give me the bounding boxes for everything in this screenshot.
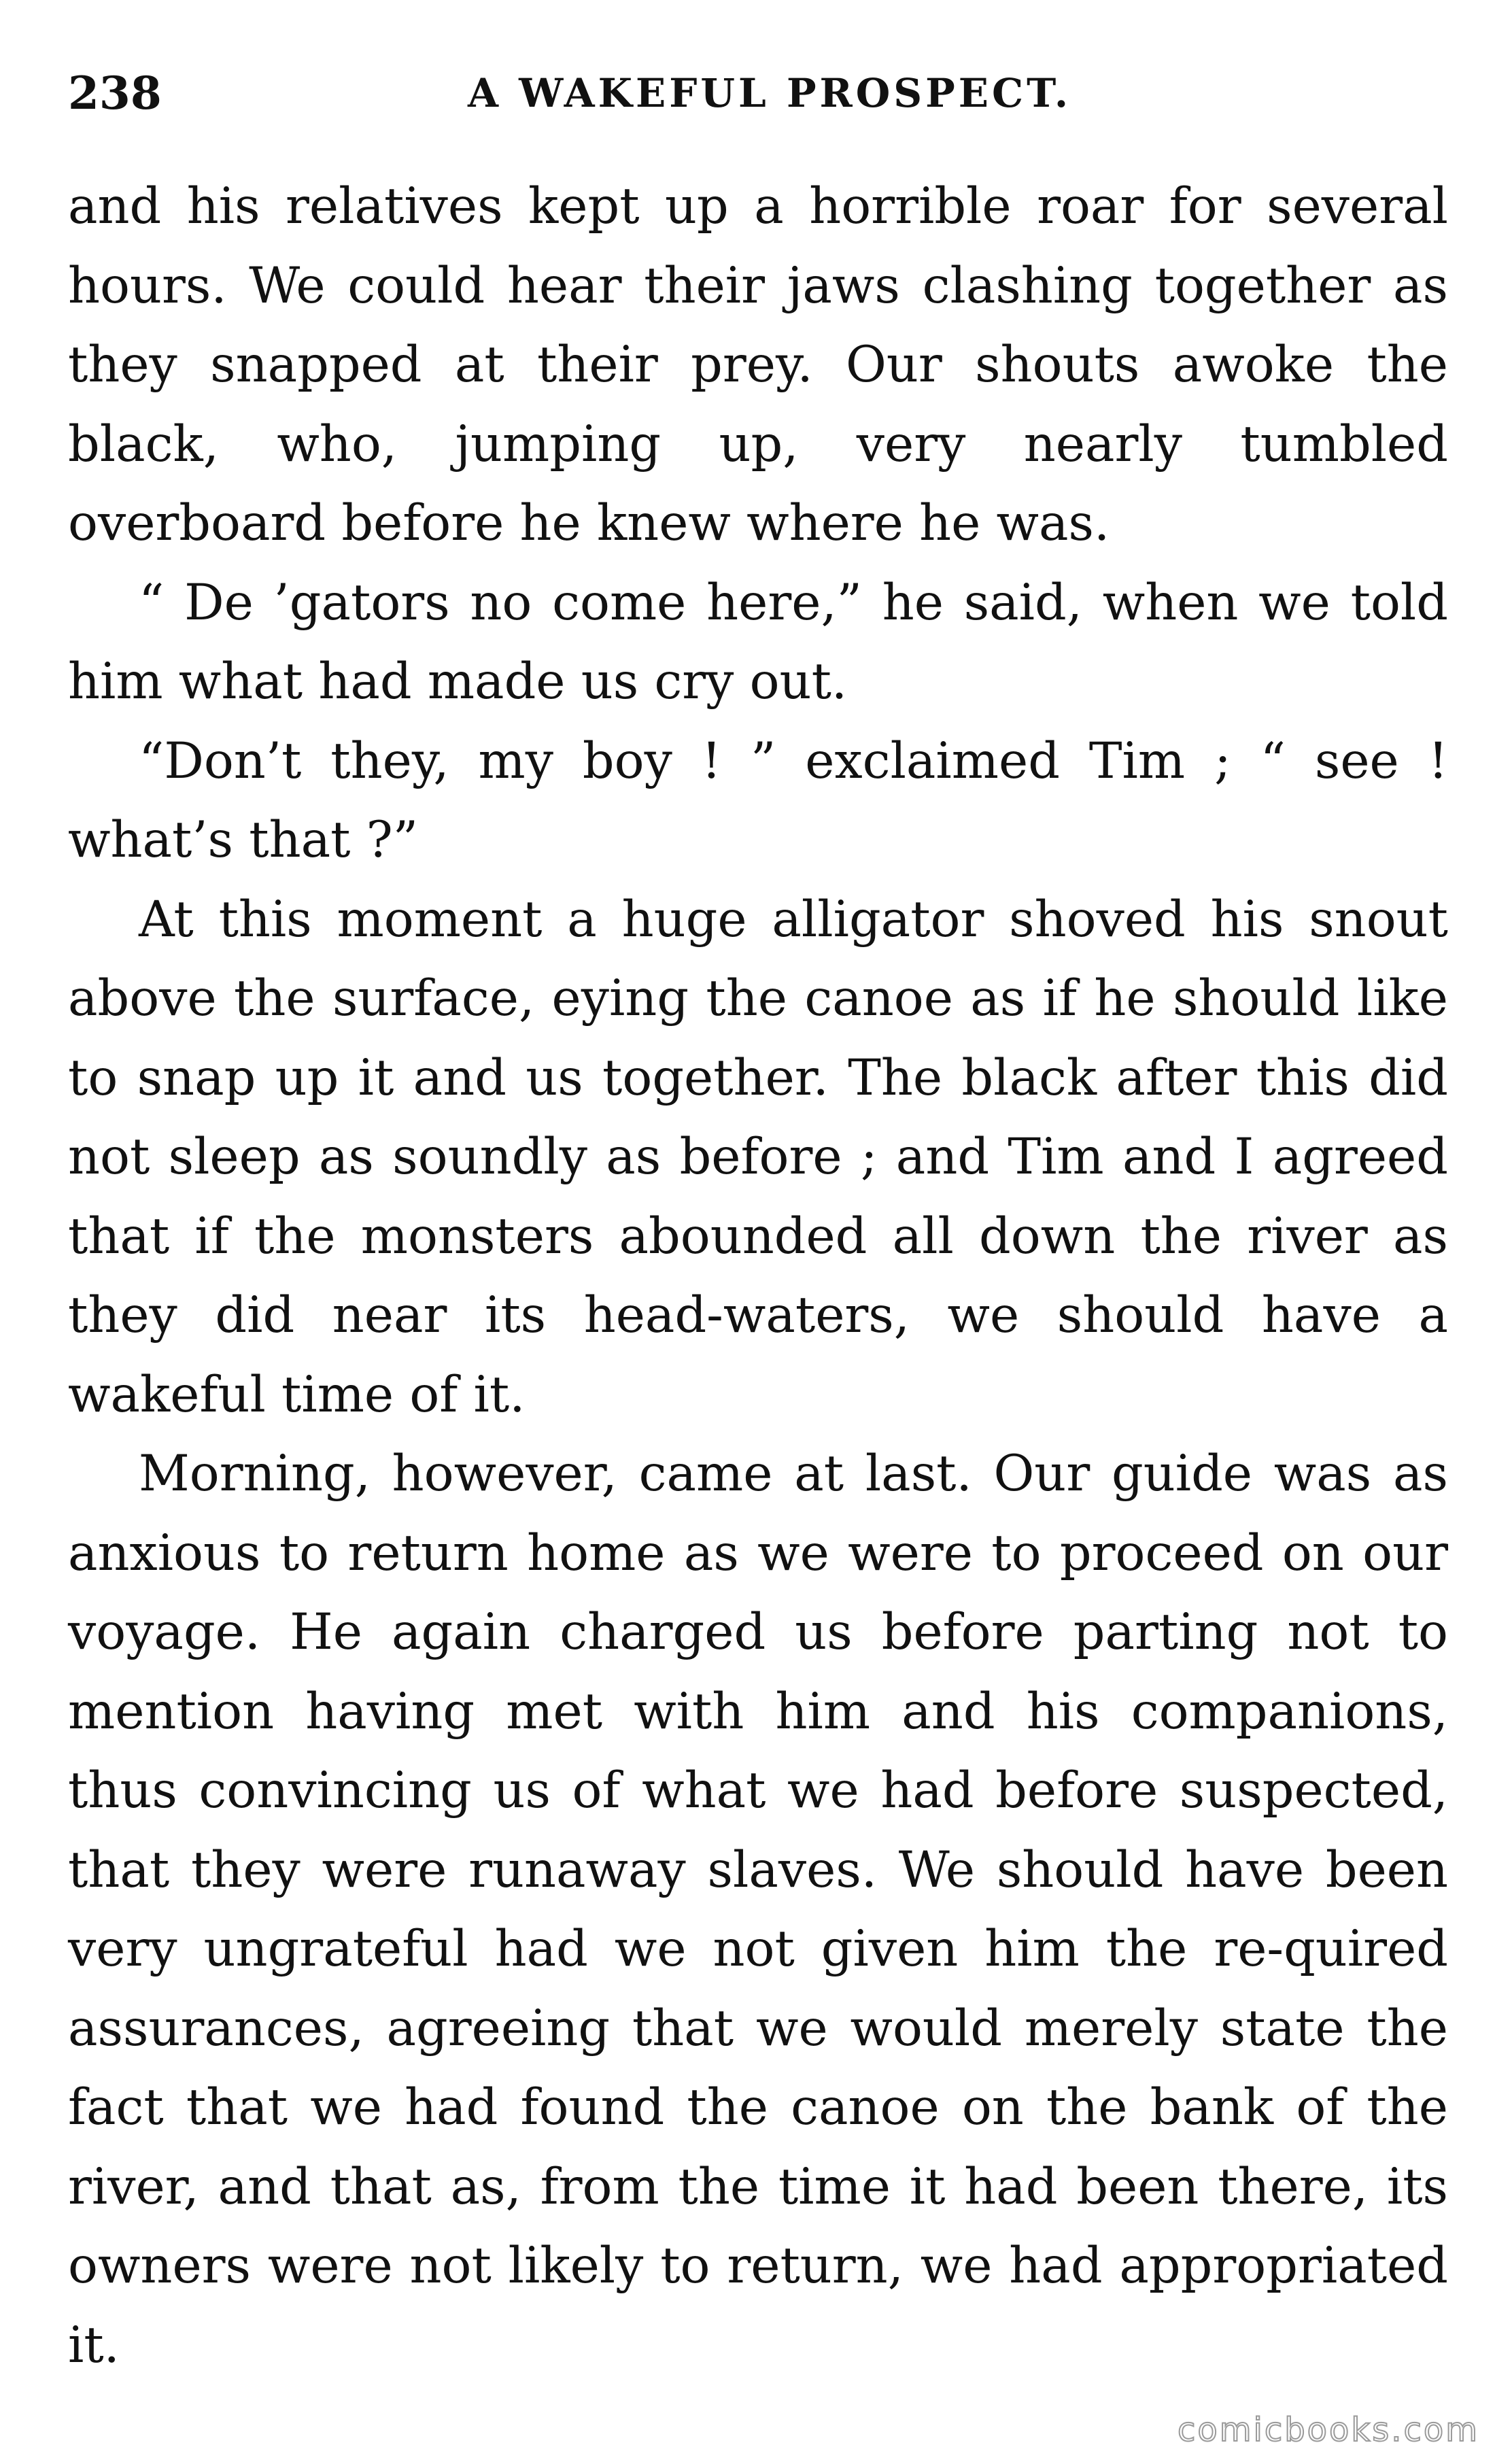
page-number: 238	[68, 67, 162, 120]
paragraph: “ De ’gators no come here,” he said, when we told him what had made us cry out.	[68, 573, 1448, 711]
paragraph: “Don’t they, my boy ! ” exclaimed Tim ; “ see ! what’s that ?”	[68, 732, 1448, 869]
body-text	[68, 167, 1448, 2385]
paragraph: At this moment a huge alligator shoved his snout above the surface, eying the canoe as if he should like to snap up it and us together. The black after this did not sleep as soundly as before ; and Tim and I agreed that if the monsters abounded all down the river as they did near its head-waters, we should have a wakeful time of it.	[68, 890, 1448, 1424]
paragraph: and his relatives kept up a horrible roar for several hours. We could hear their jaws clashing together as they snapped at their prey. Our shouts awoke the black, who, jumping up, very nearly tumbled overboard before he knew where he was.	[68, 177, 1448, 552]
running-head	[68, 63, 1444, 124]
paragraph: Morning, however, came at last. Our guide was as anxious to return home as we were to proceed on our voyage. He again charged us before parting not to mention having met with him and his companions, thus convincing us of what we had before suspected, that they were runaway slaves. We should have been very ungrateful had we not given him the re-quired assurances, agreeing that we would merely state the fact that we had found the canoe on the bank of the river, and that as, from the time it had been there, its owners were not likely to return, we had appropriated it.	[68, 1445, 1448, 2374]
running-title: A WAKEFUL PROSPECT.	[467, 70, 1072, 116]
watermark: comicbooks.com	[1177, 2411, 1479, 2449]
